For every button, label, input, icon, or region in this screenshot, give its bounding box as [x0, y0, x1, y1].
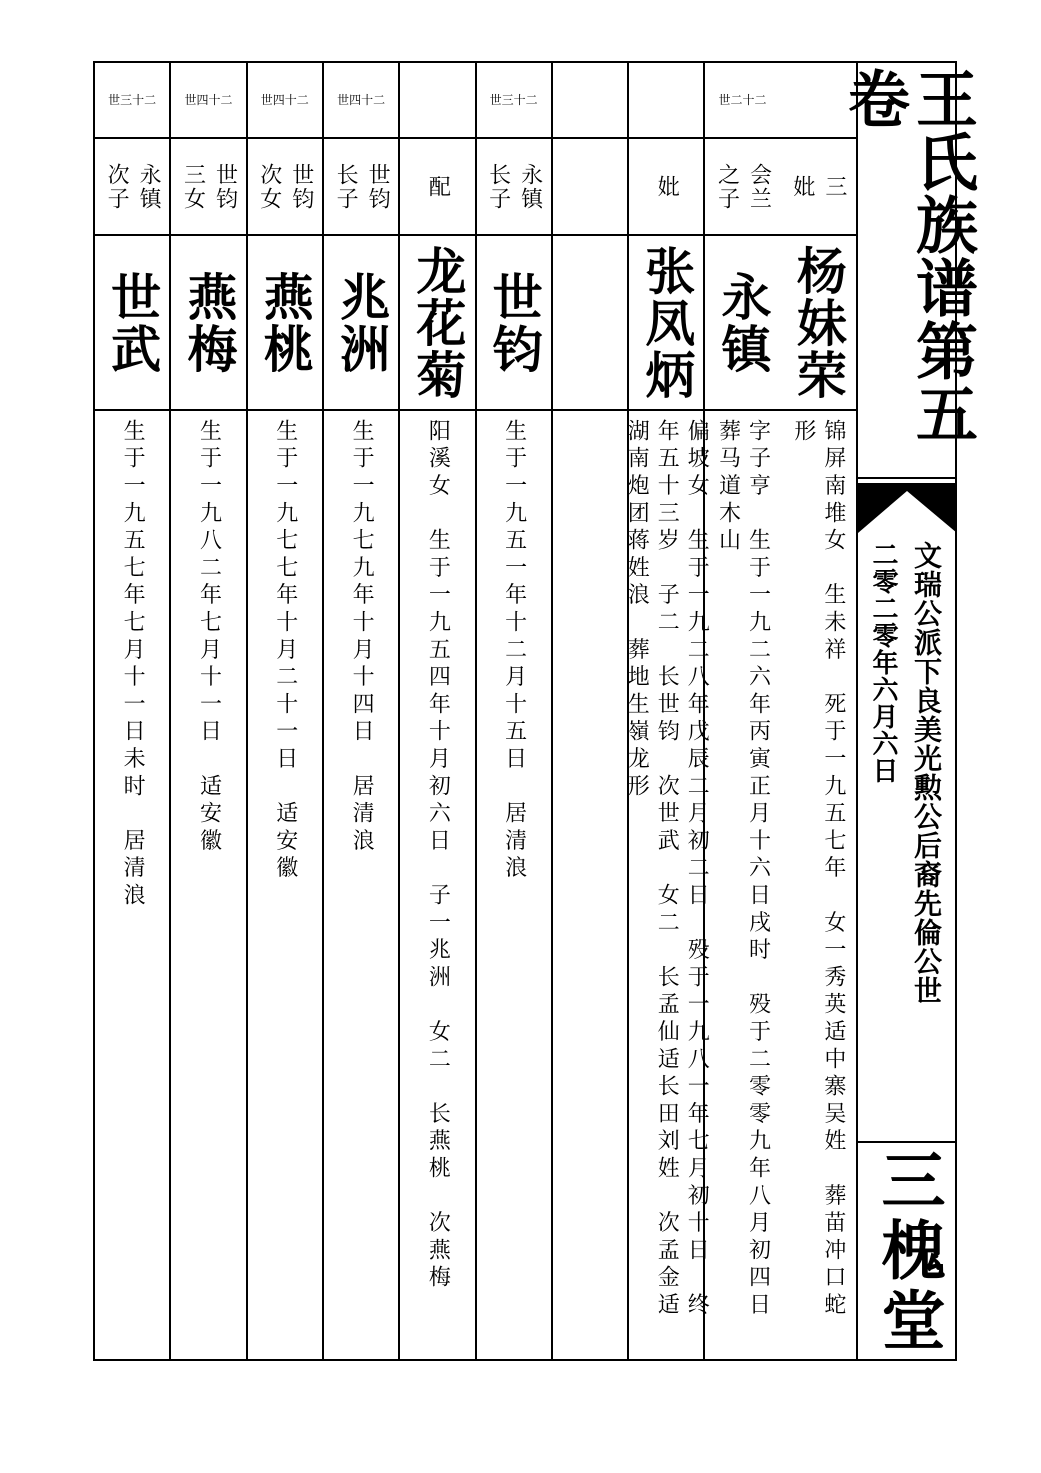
person-bio: 生于一九七九年十月十四日 居清浪: [349, 419, 375, 856]
person-name: 燕梅: [179, 270, 239, 375]
generation-label: 世三十二: [108, 92, 157, 107]
person-name: 龙花菊: [408, 244, 468, 401]
bio-cell: [171, 411, 245, 1361]
person-name: 世武: [103, 270, 163, 375]
person-bio: 阳溪女 生于一九五四年十月初六日 子一兆洲 女二 长燕桃 次燕梅: [425, 419, 451, 1293]
fish-tail-ornament: [858, 485, 957, 535]
person-bio: 生于一九八二年七月十一日 适安徽: [196, 419, 222, 856]
relation-cell: [171, 139, 245, 236]
name-cell: [477, 236, 551, 411]
title-panel: [837, 61, 979, 1361]
person-bio: 生于一九五七年七月十一日未时 居清浪: [120, 419, 146, 911]
generation-cell: [95, 61, 169, 139]
relation-cell: [324, 139, 398, 236]
subtitle-area: [858, 533, 957, 1143]
entry-column: [169, 61, 245, 1361]
bio-cell: [95, 411, 169, 1361]
lineage-subtitle: 文瑞公派下良美光勲公后裔先倫公世: [910, 541, 943, 1005]
person-bio: 生于一九七七年十月二十一日 适安徽: [272, 419, 298, 884]
relation-label: 妣: [654, 174, 680, 199]
bio-cell: [324, 411, 398, 1361]
relation-cell: [705, 139, 779, 236]
entry-column: [398, 61, 474, 1361]
relation-cell: [553, 139, 627, 236]
relation-label: 世钧 次女: [256, 162, 314, 211]
person-bio: 生于一九五一年十二月十五日 居清浪: [501, 419, 527, 884]
book-title: 王氏族谱第五卷: [837, 67, 979, 445]
relation-label: 永镇 长子: [485, 162, 543, 211]
name-cell: [629, 236, 703, 411]
relation-label: 三 妣: [789, 174, 847, 199]
bio-cell: [248, 411, 322, 1361]
person-name: 张凤炳: [637, 244, 697, 401]
bio-cell: [705, 411, 779, 1361]
entry-column: [475, 61, 551, 1361]
generation-label: 世二十二: [718, 92, 767, 107]
bio-cell: [624, 411, 710, 1361]
name-cell: [400, 236, 474, 411]
relation-label: 会兰 之子: [714, 162, 772, 211]
relation-cell: [95, 139, 169, 236]
relation-cell: [400, 139, 474, 236]
name-cell: [553, 236, 627, 411]
generation-label: 世四十二: [337, 92, 386, 107]
generation-cell: [553, 61, 627, 139]
name-cell: [324, 236, 398, 411]
generation-label: 世四十二: [184, 92, 233, 107]
generation-cell: [324, 61, 398, 139]
generation-cell: [629, 61, 703, 139]
entry-column: [322, 61, 398, 1361]
relation-label: 世钧 三女: [180, 162, 238, 211]
genealogy-table: [93, 61, 856, 1361]
person-bio: 字子亨 生于一九二六年丙寅正月十六日戌时 殁于二零零九年八月初四日 葬马道木山: [715, 419, 771, 1320]
relation-cell: [629, 139, 703, 236]
bio-cell: [477, 411, 551, 1361]
person-bio: 偏坡女 生于一九二八年戊辰二月初二日 殁于一九八一年七月初十日 终 年五十三岁 子二 长世钧 次世武 女二 长孟仙适长田刘姓 次孟金适 湖南炮团蒋姓浪 葬地生嶺龙形: [624, 419, 710, 1320]
relation-cell: [248, 139, 322, 236]
person-name: 兆洲: [332, 270, 392, 375]
generation-cell: [477, 61, 551, 139]
name-cell: [705, 236, 779, 411]
entry-column: [703, 61, 779, 1361]
hall-name: 三槐堂: [870, 1147, 946, 1357]
entry-column: [551, 61, 627, 1361]
generation-cell: [400, 61, 474, 139]
hall-name-box: [858, 1143, 957, 1361]
book-title-box: [837, 67, 979, 477]
title-divider: [858, 477, 957, 479]
bio-cell: [553, 411, 627, 1361]
entry-column: [93, 61, 169, 1361]
relation-label: 世钧 长子: [333, 162, 391, 211]
name-cell: [95, 236, 169, 411]
bio-cell: [400, 411, 474, 1361]
generation-cell: [171, 61, 245, 139]
compile-date: 二零二零年六月六日: [868, 541, 898, 784]
person-name: 世钧: [484, 270, 544, 375]
generation-cell: [705, 61, 779, 139]
bio-cell: [780, 411, 856, 1361]
person-name: 燕桃: [255, 270, 315, 375]
generation-label: 世三十二: [489, 92, 538, 107]
relation-cell: [477, 139, 551, 236]
generation-cell: [248, 61, 322, 139]
relation-label: 永镇 次子: [104, 162, 162, 211]
person-bio: 锦屏南堆女 生未祥 死于一九五七年 女一秀英适中寨吴姓 葬苗冲口蛇 形: [790, 419, 846, 1320]
entry-column: [246, 61, 322, 1361]
generation-label: 世四十二: [260, 92, 309, 107]
person-name: 永镇: [713, 270, 773, 375]
entry-column: [624, 61, 710, 1361]
name-cell: [171, 236, 245, 411]
relation-label: 配: [425, 174, 451, 199]
name-cell: [248, 236, 322, 411]
person-name: 杨妹荣: [788, 244, 848, 401]
